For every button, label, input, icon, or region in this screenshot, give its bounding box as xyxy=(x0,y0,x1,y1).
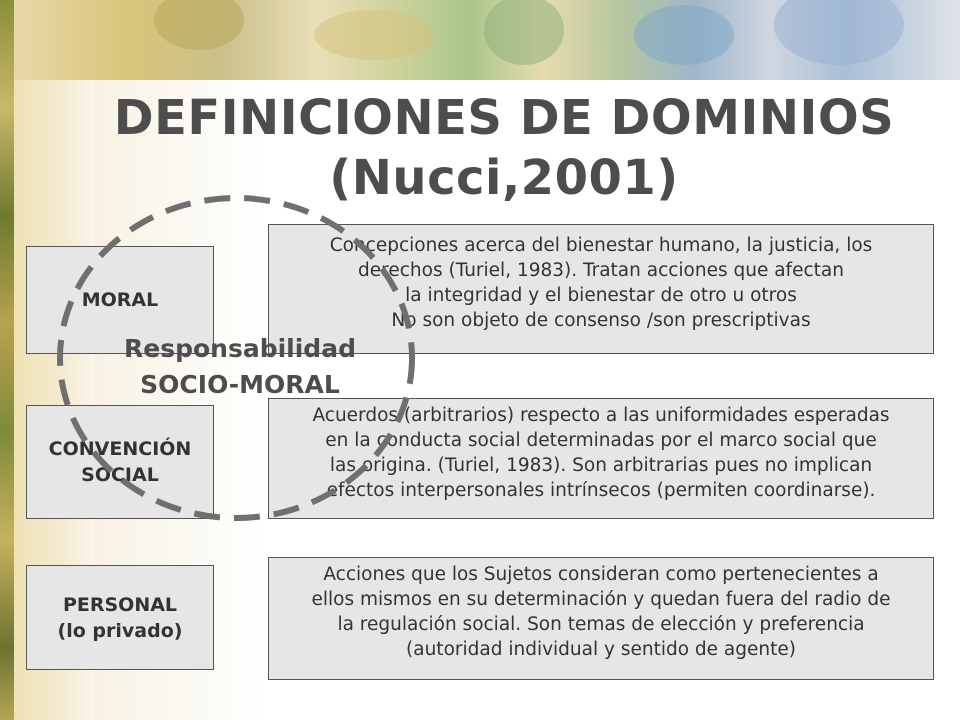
description-line: derechos (Turiel, 1983). Tratan acciones que afectan xyxy=(358,260,844,281)
description-line: No son objeto de consenso /son prescriptivas xyxy=(391,310,811,331)
description-line: las origina. (Turiel, 1983). Son arbitrarias pues no implican xyxy=(329,455,873,476)
page-title: DEFINICIONES DE DOMINIOS xyxy=(113,90,895,146)
description-line: (autoridad individual y sentido de agente) xyxy=(406,639,796,660)
overlay-label-responsabilidad: Responsabilidad xyxy=(124,334,356,363)
description-line: ellos mismos en su determinación y quedan fuera del radio de xyxy=(311,589,891,610)
domain-label-text: SOCIAL xyxy=(81,464,159,486)
description-line: Concepciones acerca del bienestar humano, la justicia, los xyxy=(329,235,873,256)
description-line: Acciones que los Sujetos consideran como pertenecientes a xyxy=(323,564,879,585)
description-line: Acuerdos (arbitrarios) respecto a las uniformidades esperadas xyxy=(312,405,890,426)
description-line: efectos interpersonales intrínsecos (permiten coordinarse). xyxy=(326,480,876,501)
description-line: la regulación social. Son temas de elección y preferencia xyxy=(337,614,865,635)
overlay-label-socio-moral: SOCIO-MORAL xyxy=(140,370,340,399)
domain-label-text: (lo privado) xyxy=(57,619,183,642)
domain-label-text: MORAL xyxy=(81,289,159,311)
description-line: la integridad y el bienestar de otro u otros xyxy=(405,285,797,306)
domain-label-text: PERSONAL xyxy=(62,593,178,616)
domain-label-text: CONVENCIÓN xyxy=(48,438,192,460)
description-line: en la conducta social determinadas por el marco social que xyxy=(325,430,877,451)
page-subtitle-citation: (Nucci,2001) xyxy=(329,150,679,206)
